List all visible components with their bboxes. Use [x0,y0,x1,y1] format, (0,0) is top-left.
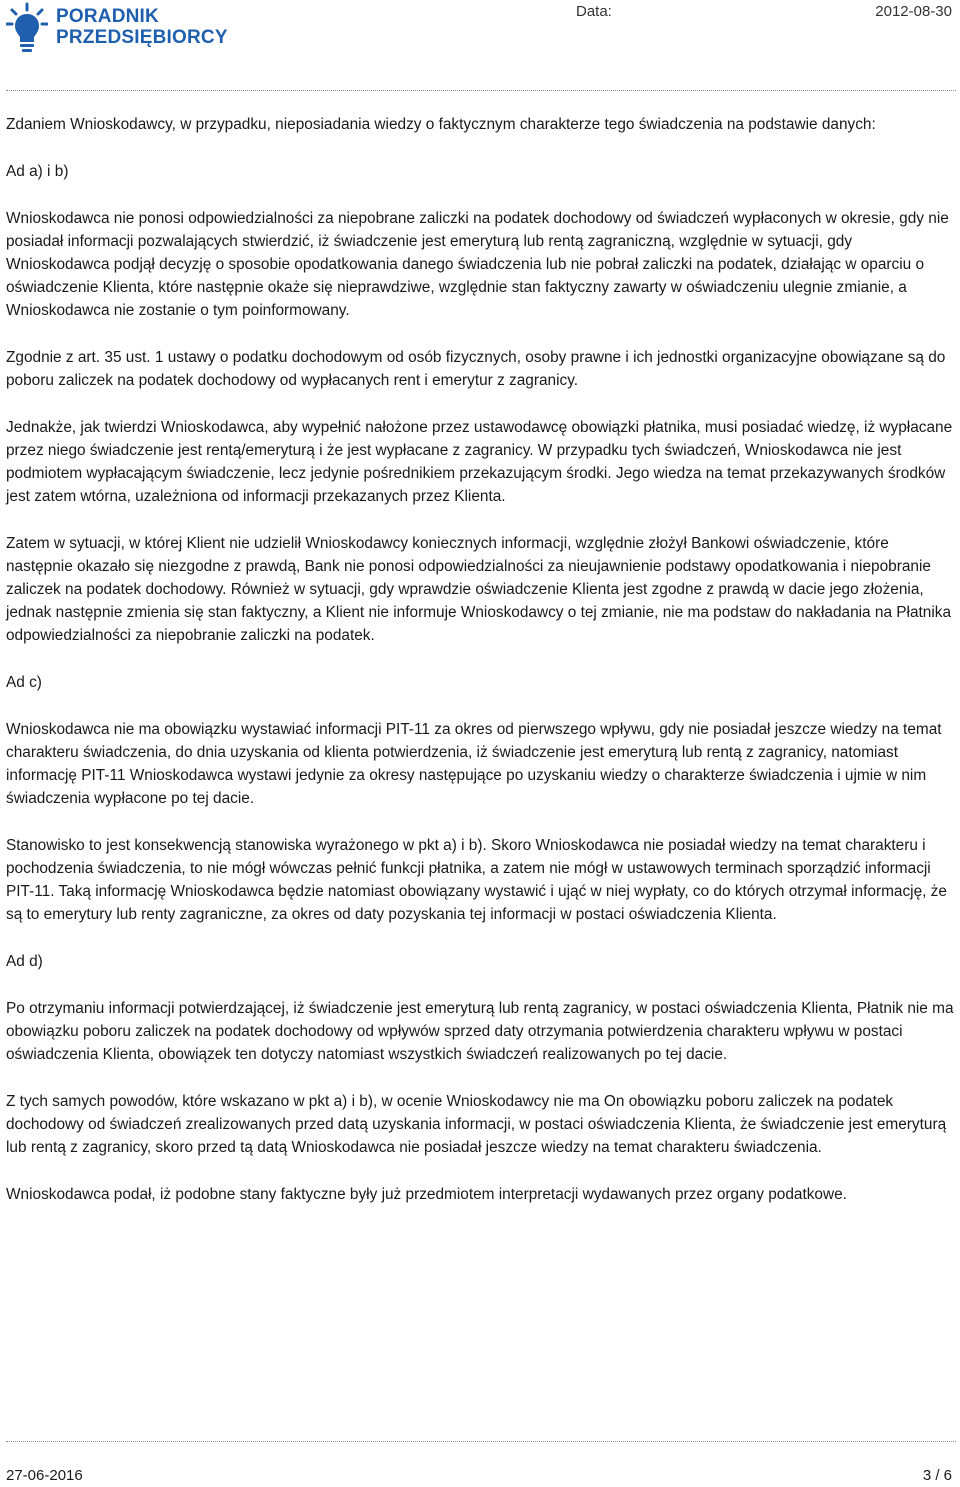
paragraph: Zdaniem Wnioskodawcy, w przypadku, nieposiadania wiedzy o faktycznym charakterze tego świadczenia na podstawie danych: [6,116,876,133]
page-number: 3 / 6 [922,1467,952,1484]
lightbulb-icon [6,2,48,54]
date-value: 2012-08-30 [875,3,952,20]
header-divider [6,90,956,91]
logo-line-2: PRZEDSIĘBIORCY [56,27,228,48]
section-heading: Ad c) [6,674,42,691]
paragraph: Wnioskodawca podał, iż podobne stany faktyczne były już przedmiotem interpretacji wydawanych przez organy podatkowe. [6,1186,847,1203]
logo[interactable] [6,2,228,54]
footer-date: 27-06-2016 [6,1467,83,1484]
paragraph: Zatem w sytuacji, w której Klient nie udzielił Wnioskodawcy koniecznych informacji, względnie złożył Bankowi oświadczenie, które następnie okazało się niezgodne z prawdą, Bank nie ponosi odpowiedzialności za nieujawnienie podstawy opodatkowania i niepobranie zaliczek na podatek dochodowy. Również w sytuacji, gdy wprawdzie oświadczenie Klienta jest zgodne z prawdą w dacie jego złożenia, jednak następnie zmienia się stan faktyczny, a Klient nie informuje Wnioskodawcy o tej zmianie, nie ma podstaw do nakładania na Płatnika odpowiedzialności za niepobranie zaliczki na podatek. [6,535,952,644]
paragraph: Jednakże, jak twierdzi Wnioskodawca, aby wypełnić nałożone przez ustawodawcę obowiązki płatnika, musi posiadać wiedzę, iż wypłacane przez niego świadczenie jest rentą/emeryturą i że jest wypłacane z zagranicy. W przypadku tych świadczeń, Wnioskodawca nie jest podmiotem wypłacającym świadczenie, lecz jedynie pośrednikiem przekazującym środki. Jego wiedza na temat przekazywanych środków jest zatem wtórna, uzależniona od informacji przekazanych przez Klienta. [6,419,953,505]
paragraph: Wnioskodawca nie ponosi odpowiedzialności za niepobrane zaliczki na podatek dochodowy od świadczeń wypłaconych w okresie, gdy nie posiadał informacji pozwalających stwierdzić, iż świadczenie jest emeryturą lub rentą zagraniczną, względnie w sytuacji, gdy Wnioskodawca podjął decyzję o sposobie opodatkowania danego świadczenia lub nie pobrał zaliczki na podatek, działając w oparciu o oświadczenie Klienta, które następnie okaże się nieprawdziwe, względnie stan faktyczny zawarty w oświadczeniu ulegnie zmianie, a Wnioskodawca nie zostanie o tym poinformowany. [6,210,949,319]
logo-text [56,6,228,48]
logo-line-1: PORADNIK [56,6,159,27]
paragraph: Po otrzymaniu informacji potwierdzającej, iż świadczenie jest emeryturą lub rentą zagranicy, w postaci oświadczenia Klienta, Płatnik nie ma obowiązku poboru zaliczek na podatek dochodowy od wpływów sprzed daty otrzymania potwierdzenia charakteru wpływu w postaci oświadczenia Klienta, obowiązek ten dotyczy natomiast wszystkich świadczeń realizowanych po tej dacie. [6,1000,954,1063]
section-heading: Ad a) i b) [6,163,69,180]
section-heading: Ad d) [6,953,43,970]
page-header [0,0,960,92]
document-body [6,113,956,1230]
paragraph: Stanowisko to jest konsekwencją stanowiska wyrażonego w pkt a) i b). Skoro Wnioskodawca nie posiadał wiedzy na temat charakteru i pochodzenia świadczenia, to nie mógł wówczas pełnić funkcji płatnika, a zatem nie mógł w ustawowych terminach sporządzić informacji PIT-11. Taką informację Wnioskodawca będzie natomiast obowiązany wystawić i ująć w niej wypłaty, co do których otrzymał informację, że są to emerytury lub renty zagraniczne, za okres od daty pozyskania tej informacji w postaci oświadczenia Klienta. [6,837,947,923]
paragraph: Z tych samych powodów, które wskazano w pkt a) i b), w ocenie Wnioskodawcy nie ma On obowiązku poboru zaliczek na podatek dochodowy od świadczeń zrealizowanych przed datą uzyskania informacji, w postaci oświadczenia Klienta, że świadczenie jest emeryturą lub rentą z zagranicy, skoro przed tą datą Wnioskodawca nie posiadał jeszcze wiedzy na temat charakteru świadczenia. [6,1093,947,1156]
footer-divider [6,1441,956,1442]
paragraph: Zgodnie z art. 35 ust. 1 ustawy o podatku dochodowym od osób fizycznych, osoby prawne i ich jednostki organizacyjne obowiązane są do poboru zaliczek na podatek dochodowy od wypłacanych rent i emerytur z zagranicy. [6,349,946,389]
date-label: Data: [576,3,612,20]
paragraph: Wnioskodawca nie ma obowiązku wystawiać informacji PIT-11 za okres od pierwszego wpływu, gdy nie posiadał jeszcze wiedzy na temat charakteru świadczenia, do dnia uzyskania od klienta potwierdzenia, iż świadczenie jest emeryturą lub rentą z zagranicy, natomiast informację PIT-11 Wnioskodawca wystawi jedynie za okresy następujące po uzyskaniu wiedzy o charakterze świadczenia i ujmie w nim świadczenia wypłacone po tej dacie. [6,721,942,807]
